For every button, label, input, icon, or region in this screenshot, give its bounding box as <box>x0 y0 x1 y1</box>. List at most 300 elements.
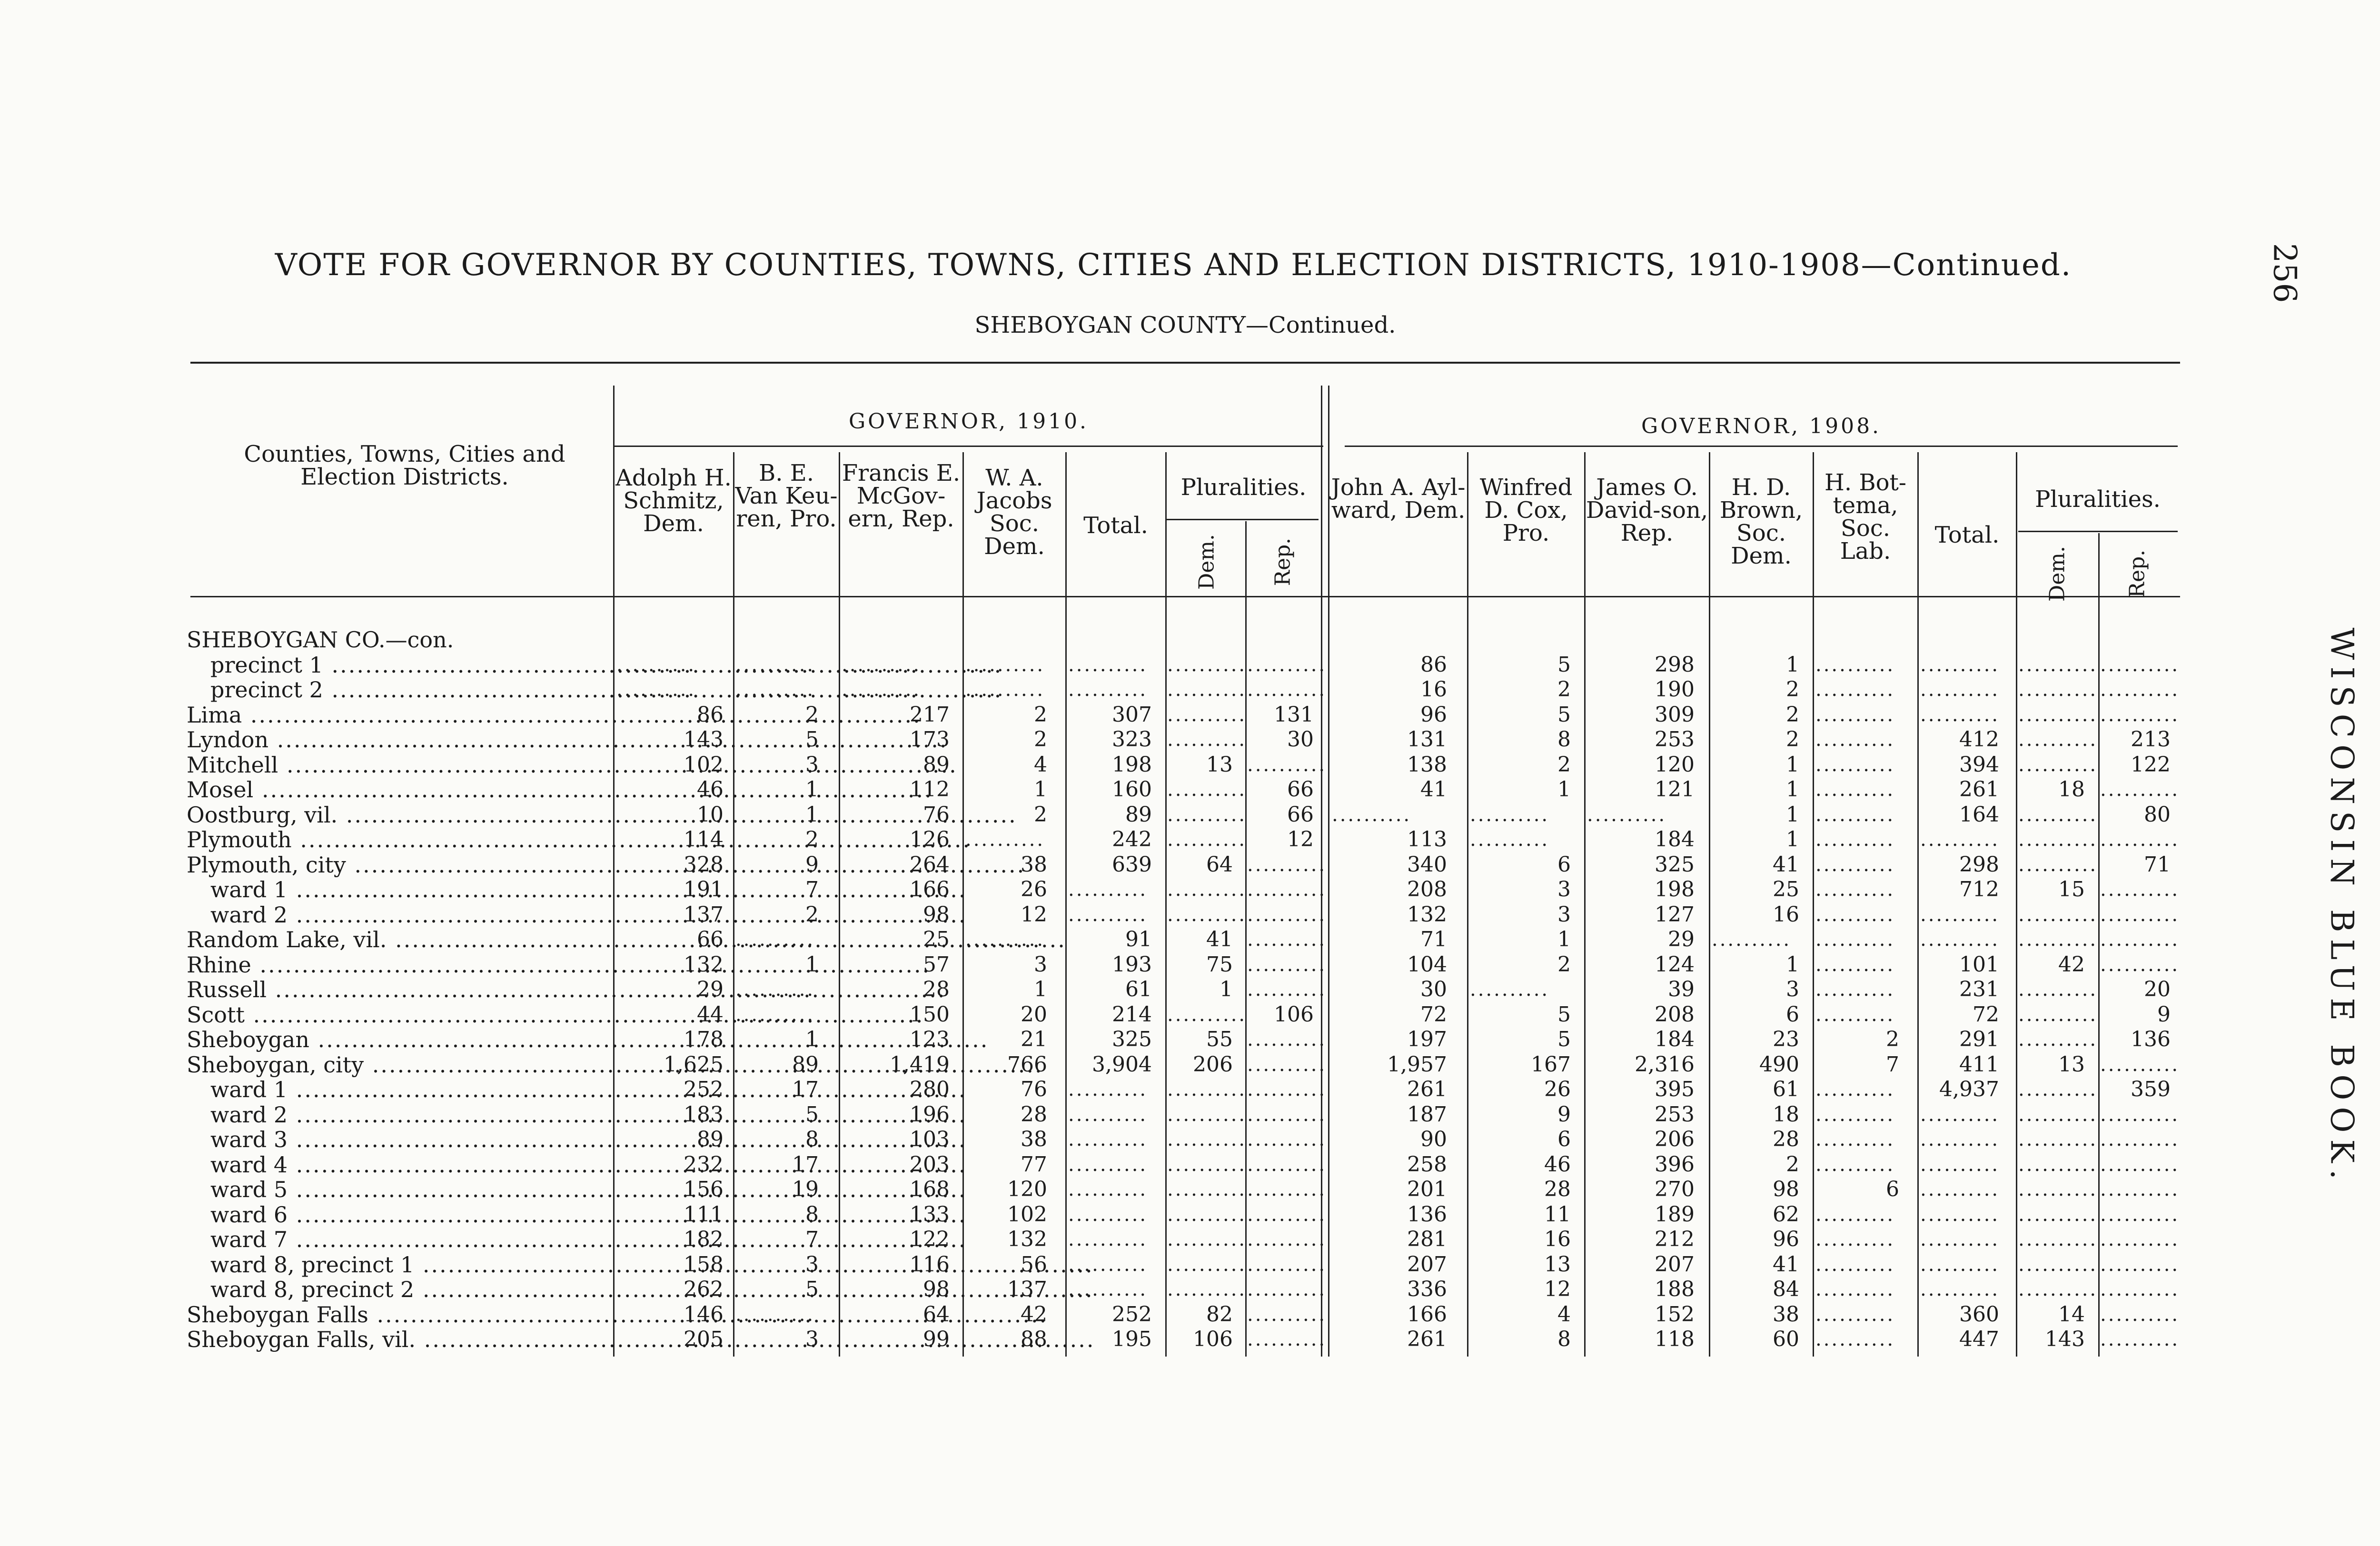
vote-cell: 9 <box>1557 1102 1571 1127</box>
district-name: ward 4 ..... <box>210 1152 605 1177</box>
group-1908-rule <box>1345 446 2178 447</box>
vote-cell: 198 <box>1112 752 1152 777</box>
vote-cell: 64 <box>923 1302 950 1327</box>
vote-cell: 116 <box>910 1252 950 1277</box>
vote-cell: 61 <box>1125 977 1152 1001</box>
empty-cell-leader: .......... <box>1815 704 1895 726</box>
district-name: Sheboygan Falls, vil. ..... <box>187 1327 605 1352</box>
empty-cell-leader: .......... <box>1815 829 1895 851</box>
vote-cell: 252 <box>1112 1302 1152 1327</box>
vote-cell: 212 <box>1655 1227 1695 1251</box>
vote-cell: 195 <box>1112 1327 1152 1351</box>
vote-cell: 2 <box>1886 1027 1899 1051</box>
empty-cell-leader: .......... <box>1068 1203 1148 1226</box>
vote-cell: 8 <box>1557 1327 1571 1351</box>
vote-cell: 190 <box>1655 677 1695 702</box>
empty-cell-leader: .......... <box>2100 1103 2180 1126</box>
district-name: Sheboygan, city ..... <box>187 1052 605 1077</box>
vote-cell: 99 <box>923 1327 950 1351</box>
vote-cell: 184 <box>1655 827 1695 852</box>
vote-cell: 6 <box>1557 1127 1571 1151</box>
vote-cell: 96 <box>1420 702 1447 727</box>
vote-cell: 1 <box>805 777 819 802</box>
vote-cell: 173 <box>910 727 950 752</box>
empty-cell-leader: .......... <box>1920 929 2000 951</box>
vote-cell: 98 <box>923 1277 950 1301</box>
vote-cell: 394 <box>1959 752 1999 777</box>
vote-cell: 1 <box>1786 952 1799 977</box>
table-row <box>0 1277 2380 1302</box>
empty-cell-leader: .......... <box>1068 1179 1148 1200</box>
vote-cell: 203 <box>910 1152 950 1177</box>
empty-cell-leader: .......... <box>965 829 1045 851</box>
empty-cell-leader: .......... <box>1247 1229 1327 1250</box>
vote-cell: 75 <box>1206 952 1233 977</box>
vote-cell: 7 <box>1886 1052 1899 1077</box>
empty-cell-leader: .......... <box>2018 1179 2098 1200</box>
empty-cell-leader: .......... <box>1167 1253 1247 1276</box>
vote-cell: 8 <box>805 1202 819 1227</box>
vote-cell: 447 <box>1959 1327 1999 1351</box>
empty-cell-leader: .......... <box>2100 953 2180 976</box>
empty-cell-leader: .......... <box>1068 1253 1148 1276</box>
col-header-rep-plurality-1910: Rep. <box>1270 537 1295 586</box>
district-name: precinct 1 ..... <box>210 653 605 677</box>
table-row <box>0 1202 2380 1227</box>
vote-cell: 16 <box>1420 677 1447 702</box>
empty-cell-leader: .......... <box>1815 803 1895 826</box>
vote-cell: 164 <box>1959 802 1999 827</box>
vote-cell: 340 <box>1407 852 1447 877</box>
col-header-pluralities-1910: Pluralities. <box>1180 474 1307 501</box>
empty-cell-leader: .......... <box>2100 1328 2180 1350</box>
empty-cell-leader: .......... <box>1247 903 1327 926</box>
empty-cell-leader: .......... <box>2018 1003 2098 1026</box>
district-name: Random Lake, vil. ..... <box>187 927 605 952</box>
table-row <box>0 1227 2380 1252</box>
empty-cell-leader: .......... <box>1920 1153 2000 1176</box>
vote-cell: 124 <box>1655 952 1695 977</box>
vote-cell: 261 <box>1959 777 1999 802</box>
vote-cell: 133 <box>910 1202 950 1227</box>
vote-cell: 72 <box>1973 1002 1999 1027</box>
vote-cell: 5 <box>805 1102 819 1127</box>
table-row <box>0 777 2380 802</box>
empty-cell-leader: .......... <box>1470 979 1550 1001</box>
vote-cell: 6 <box>1886 1177 1899 1201</box>
running-title: WISCONSIN BLUE BOOK. <box>2323 627 2360 1186</box>
table-row <box>0 1052 2380 1077</box>
col-header-brown: H. D. Brown, Soc. Dem. <box>1719 474 1803 569</box>
col-header-aylward: John A. Ayl-ward, Dem. <box>1331 474 1466 524</box>
col-header-bottema: H. Bot-tema, Soc. Lab. <box>1824 469 1907 565</box>
empty-cell-leader: .......... <box>1920 1203 2000 1226</box>
table-row <box>0 977 2380 1002</box>
vote-cell: 191 <box>684 877 724 902</box>
vote-cell: 12 <box>1544 1277 1571 1301</box>
empty-cell-leader: .......... <box>1920 679 2000 701</box>
vote-cell: 1 <box>1034 777 1047 802</box>
empty-cell-leader: .......... <box>2018 1103 2098 1126</box>
empty-cell-leader: .......... <box>1167 1203 1247 1226</box>
vote-cell: 213 <box>2131 727 2171 752</box>
empty-cell-leader: .......... <box>1815 879 1895 901</box>
table-row <box>0 1102 2380 1127</box>
district-name: Russell ..... <box>187 977 605 1002</box>
empty-cell-leader: .......... <box>1815 853 1895 876</box>
vote-cell: 2 <box>805 702 819 727</box>
district-name: SHEBOYGAN CO.—con. <box>187 627 454 653</box>
empty-cell-leader: .......... <box>1470 829 1550 851</box>
vote-cell: 189 <box>1655 1202 1695 1227</box>
empty-cell-leader: .......... <box>2018 829 2098 851</box>
empty-cell-leader: .......... <box>1247 853 1327 876</box>
table-row <box>0 877 2380 902</box>
vote-cell: 46 <box>1544 1152 1571 1177</box>
page-number: 256 <box>2266 243 2303 303</box>
vote-cell: 166 <box>910 877 950 902</box>
empty-cell-leader: .......... <box>1815 779 1895 801</box>
empty-cell-leader: .......... <box>2100 679 2180 701</box>
vote-cell: 2 <box>1557 677 1571 702</box>
vote-cell: 86 <box>1420 652 1447 677</box>
vote-cell: 84 <box>1773 1277 1799 1301</box>
empty-cell-leader: .......... <box>1167 879 1247 901</box>
vote-cell: 44 <box>697 1002 724 1027</box>
vote-cell: 103 <box>910 1127 950 1151</box>
vote-cell: 55 <box>1206 1027 1233 1051</box>
vote-cell: 101 <box>1959 952 1999 977</box>
empty-cell-leader: .......... <box>2018 1129 2098 1150</box>
empty-cell-leader: .......... <box>2018 1203 2098 1226</box>
vote-cell: 17 <box>792 1152 819 1177</box>
empty-cell-leader: .......... <box>735 929 815 951</box>
vote-cell: 6 <box>1786 1002 1799 1027</box>
vote-cell: 198 <box>1655 877 1695 902</box>
vote-cell: 187 <box>1407 1102 1447 1127</box>
empty-cell-leader: .......... <box>1920 1179 2000 1200</box>
empty-cell-leader: .......... <box>1332 803 1412 826</box>
table-row <box>0 1152 2380 1177</box>
vote-cell: 80 <box>2144 802 2171 827</box>
empty-cell-leader: .......... <box>1815 1229 1895 1250</box>
empty-cell-leader: .......... <box>1167 1003 1247 1026</box>
vote-cell: 38 <box>1021 1127 1047 1151</box>
vote-cell: 26 <box>1544 1077 1571 1101</box>
empty-cell-leader: .......... <box>1167 1129 1247 1150</box>
empty-cell-leader: .......... <box>2100 1278 2180 1300</box>
empty-cell-leader: .......... <box>2100 779 2180 801</box>
vote-cell: 1 <box>1786 752 1799 777</box>
empty-cell-leader: .......... <box>1167 903 1247 926</box>
empty-cell-leader: .......... <box>2100 1253 2180 1276</box>
vote-cell: 270 <box>1655 1177 1695 1201</box>
vote-cell: 3 <box>1557 902 1571 927</box>
vote-cell: 232 <box>684 1152 724 1177</box>
vote-cell: 206 <box>1193 1052 1233 1077</box>
page-title: VOTE FOR GOVERNOR BY COUNTIES, TOWNS, CITIES AND ELECTION DISTRICTS, 1910-1908—Continued. <box>275 248 2072 283</box>
vote-cell: 66 <box>1287 802 1314 827</box>
vote-cell: 29 <box>697 977 724 1001</box>
empty-cell-leader: .......... <box>1815 1278 1895 1300</box>
vote-cell: 137 <box>684 902 724 927</box>
empty-cell-leader: .......... <box>735 654 815 676</box>
vote-cell: 57 <box>923 952 950 977</box>
vote-cell: 242 <box>1112 827 1152 852</box>
empty-cell-leader: .......... <box>1068 679 1148 701</box>
district-name: ward 2 ..... <box>210 902 605 927</box>
empty-cell-leader: .......... <box>1247 1079 1327 1100</box>
vote-cell: 71 <box>1420 927 1447 951</box>
vote-cell: 4,937 <box>1939 1077 1999 1101</box>
vote-cell: 61 <box>1773 1077 1799 1101</box>
vote-cell: 131 <box>1274 702 1314 727</box>
vote-cell: 104 <box>1407 952 1447 977</box>
header-bottom-rule <box>190 596 2180 597</box>
vote-cell: 72 <box>1420 1002 1447 1027</box>
empty-cell-leader: .......... <box>2018 903 2098 926</box>
vote-cell: 309 <box>1655 702 1695 727</box>
empty-cell-leader: .......... <box>1815 1203 1895 1226</box>
vote-cell: 41 <box>1773 852 1799 877</box>
vote-cell: 131 <box>1407 727 1447 752</box>
vote-cell: 298 <box>1959 852 1999 877</box>
empty-cell-leader: .......... <box>1167 679 1247 701</box>
vote-cell: 121 <box>1655 777 1695 802</box>
vote-cell: 12 <box>1287 827 1314 852</box>
empty-cell-leader: .......... <box>1247 679 1327 701</box>
vote-cell: 281 <box>1407 1227 1447 1251</box>
vote-cell: 336 <box>1407 1277 1447 1301</box>
plurality-1908-rule <box>2018 531 2178 532</box>
vote-cell: 71 <box>2144 852 2171 877</box>
vote-cell: 25 <box>923 927 950 951</box>
vote-cell: 113 <box>1407 827 1447 852</box>
vote-cell: 76 <box>923 802 950 827</box>
vote-cell: 7 <box>805 877 819 902</box>
vote-cell: 19 <box>792 1177 819 1201</box>
vote-cell: 16 <box>1544 1227 1571 1251</box>
vote-cell: 208 <box>1407 877 1447 902</box>
vote-cell: 86 <box>697 702 724 727</box>
vote-cell: 639 <box>1112 852 1152 877</box>
empty-cell-leader: .......... <box>1167 1079 1247 1100</box>
empty-cell-leader: .......... <box>1167 1103 1247 1126</box>
vote-cell: 5 <box>1557 1027 1571 1051</box>
district-name: ward 6 ..... <box>210 1202 605 1227</box>
vote-cell: 41 <box>1420 777 1447 802</box>
vote-cell: 1,957 <box>1387 1052 1447 1077</box>
vote-cell: 206 <box>1655 1127 1695 1151</box>
vote-cell: 60 <box>1773 1327 1799 1351</box>
vote-cell: 160 <box>1112 777 1152 802</box>
col-header-dem-plurality-1908: Dem. <box>2045 545 2070 602</box>
empty-cell-leader: .......... <box>1068 1079 1148 1100</box>
vote-cell: 89 <box>792 1052 819 1077</box>
vote-cell: 10 <box>697 802 724 827</box>
empty-cell-leader: .......... <box>1247 1153 1327 1176</box>
empty-cell-leader: .......... <box>2018 803 2098 826</box>
group-1910-header: GOVERNOR, 1910. <box>848 409 1089 434</box>
vote-cell: 2 <box>1786 1152 1799 1177</box>
vote-cell: 766 <box>1007 1052 1047 1077</box>
vote-cell: 11 <box>1544 1202 1571 1227</box>
vote-cell: 28 <box>923 977 950 1001</box>
empty-cell-leader: .......... <box>965 654 1045 676</box>
empty-cell-leader: .......... <box>1068 1153 1148 1176</box>
vote-cell: 158 <box>684 1252 724 1277</box>
vote-cell: 18 <box>1773 1102 1799 1127</box>
empty-cell-leader: .......... <box>1815 1253 1895 1276</box>
vote-cell: 167 <box>1531 1052 1571 1077</box>
vote-cell: 207 <box>1407 1252 1447 1277</box>
vote-cell: 126 <box>910 827 950 852</box>
vote-cell: 62 <box>1773 1202 1799 1227</box>
vote-cell: 360 <box>1959 1302 1999 1327</box>
empty-cell-leader: .......... <box>1815 1003 1895 1026</box>
table-row <box>0 1127 2380 1152</box>
empty-cell-leader: .......... <box>1068 1129 1148 1150</box>
vote-cell: 23 <box>1773 1027 1799 1051</box>
vote-cell: 82 <box>1206 1302 1233 1327</box>
district-name: Plymouth, city ..... <box>187 852 605 877</box>
empty-cell-leader: .......... <box>1068 1103 1148 1126</box>
vote-cell: 3 <box>805 1252 819 1277</box>
table-row <box>0 1027 2380 1052</box>
vote-cell: 12 <box>1021 902 1047 927</box>
empty-cell-leader: .......... <box>1815 679 1895 701</box>
group-1908-header: GOVERNOR, 1908. <box>1641 414 1882 438</box>
vote-cell: 89 <box>1125 802 1152 827</box>
vote-cell: 2 <box>1557 752 1571 777</box>
vote-cell: 207 <box>1655 1252 1695 1277</box>
empty-cell-leader: .......... <box>1247 1278 1327 1300</box>
empty-cell-leader: .......... <box>1247 879 1327 901</box>
vote-cell: 712 <box>1959 877 1999 902</box>
vote-cell: 2 <box>805 902 819 927</box>
district-name: Lyndon ..... <box>187 727 605 752</box>
vote-cell: 56 <box>1021 1252 1047 1277</box>
vote-cell: 96 <box>1773 1227 1799 1251</box>
vote-cell: 7 <box>805 1227 819 1251</box>
table-row <box>0 927 2380 952</box>
vote-cell: 137 <box>1007 1277 1047 1301</box>
vote-cell: 136 <box>1407 1202 1447 1227</box>
vote-cell: 182 <box>684 1227 724 1251</box>
vote-cell: 412 <box>1959 727 1999 752</box>
vote-cell: 30 <box>1420 977 1447 1001</box>
table-row <box>0 952 2380 977</box>
district-name: ward 8, precinct 1 ..... <box>210 1252 605 1277</box>
vote-cell: 91 <box>1125 927 1152 951</box>
empty-cell-leader: .......... <box>1815 1103 1895 1126</box>
empty-cell-leader: .......... <box>2018 704 2098 726</box>
vote-cell: 143 <box>684 727 724 752</box>
vote-cell: 76 <box>1021 1077 1047 1101</box>
vote-cell: 3,904 <box>1092 1052 1152 1077</box>
vote-cell: 253 <box>1655 727 1695 752</box>
empty-cell-leader: .......... <box>2100 1053 2180 1076</box>
vote-cell: 13 <box>2058 1052 2085 1077</box>
empty-cell-leader: .......... <box>1587 803 1667 826</box>
vote-cell: 193 <box>1112 952 1152 977</box>
col-header-total-1910: Total. <box>1083 512 1148 539</box>
empty-cell-leader: .......... <box>2018 853 2098 876</box>
vote-cell: 325 <box>1655 852 1695 877</box>
empty-cell-leader: .......... <box>2100 1129 2180 1150</box>
table-row <box>0 1327 2380 1352</box>
vote-cell: 214 <box>1112 1002 1152 1027</box>
vote-cell: 1 <box>805 802 819 827</box>
vote-cell: 2 <box>1034 702 1047 727</box>
vote-cell: 262 <box>684 1277 724 1301</box>
empty-cell-leader: .......... <box>965 679 1045 701</box>
col-header-jacobs: W. A. Jacobs Soc. Dem. <box>976 465 1052 560</box>
empty-cell-leader: .......... <box>2018 929 2098 951</box>
empty-cell-leader: .......... <box>1247 654 1327 676</box>
vote-cell: 201 <box>1407 1177 1447 1201</box>
empty-cell-leader: .......... <box>1712 929 1792 951</box>
vote-cell: 328 <box>684 852 724 877</box>
empty-cell-leader: .......... <box>2100 879 2180 901</box>
vote-cell: 29 <box>1668 927 1695 951</box>
district-name: ward 2 ..... <box>210 1102 605 1127</box>
group-1910-rule <box>614 446 1323 447</box>
vote-cell: 2 <box>805 827 819 852</box>
vote-cell: 112 <box>910 777 950 802</box>
table-row <box>0 1002 2380 1027</box>
vote-cell: 89 <box>697 1127 724 1151</box>
district-name: ward 5 ..... <box>210 1177 605 1202</box>
empty-cell-leader: .......... <box>1247 1053 1327 1076</box>
vote-cell: 123 <box>910 1027 950 1051</box>
empty-cell-leader: .......... <box>1815 1129 1895 1150</box>
vote-cell: 26 <box>1021 877 1047 902</box>
vote-cell: 25 <box>1773 877 1799 902</box>
empty-cell-leader: .......... <box>2100 704 2180 726</box>
vote-cell: 3 <box>1786 977 1799 1001</box>
vote-cell: 2 <box>1786 727 1799 752</box>
vote-cell: 122 <box>910 1227 950 1251</box>
empty-cell-leader: .......... <box>2018 1029 2098 1050</box>
col-header-schmitz: Adolph H. Schmitz, Dem. <box>615 465 732 537</box>
vote-cell: 66 <box>1287 777 1314 802</box>
vote-cell: 184 <box>1655 1027 1695 1051</box>
empty-cell-leader: .......... <box>1920 1278 2000 1300</box>
vote-cell: 1 <box>1786 802 1799 827</box>
empty-cell-leader: .......... <box>735 1003 815 1026</box>
empty-cell-leader: .......... <box>1815 979 1895 1001</box>
district-name: Mosel ..... <box>187 777 605 802</box>
empty-cell-leader: .......... <box>616 654 696 676</box>
vote-cell: 89 <box>923 752 950 777</box>
vote-cell: 6 <box>1557 852 1571 877</box>
vote-cell: 2 <box>1786 702 1799 727</box>
empty-cell-leader: .......... <box>842 654 922 676</box>
vote-cell: 38 <box>1021 852 1047 877</box>
district-column-header: Counties, Towns, Cities and Election Districts. <box>244 441 565 490</box>
empty-cell-leader: .......... <box>2100 903 2180 926</box>
vote-cell: 77 <box>1021 1152 1047 1177</box>
vote-cell: 2 <box>1034 727 1047 752</box>
empty-cell-leader: .......... <box>1068 654 1148 676</box>
vote-cell: 28 <box>1544 1177 1571 1201</box>
vote-cell: 28 <box>1021 1102 1047 1127</box>
empty-cell-leader: .......... <box>1167 1278 1247 1300</box>
col-header-mcgovern: Francis E. McGov-ern, Rep. <box>842 460 961 532</box>
vote-cell: 196 <box>910 1102 950 1127</box>
vote-cell: 4 <box>1557 1302 1571 1327</box>
